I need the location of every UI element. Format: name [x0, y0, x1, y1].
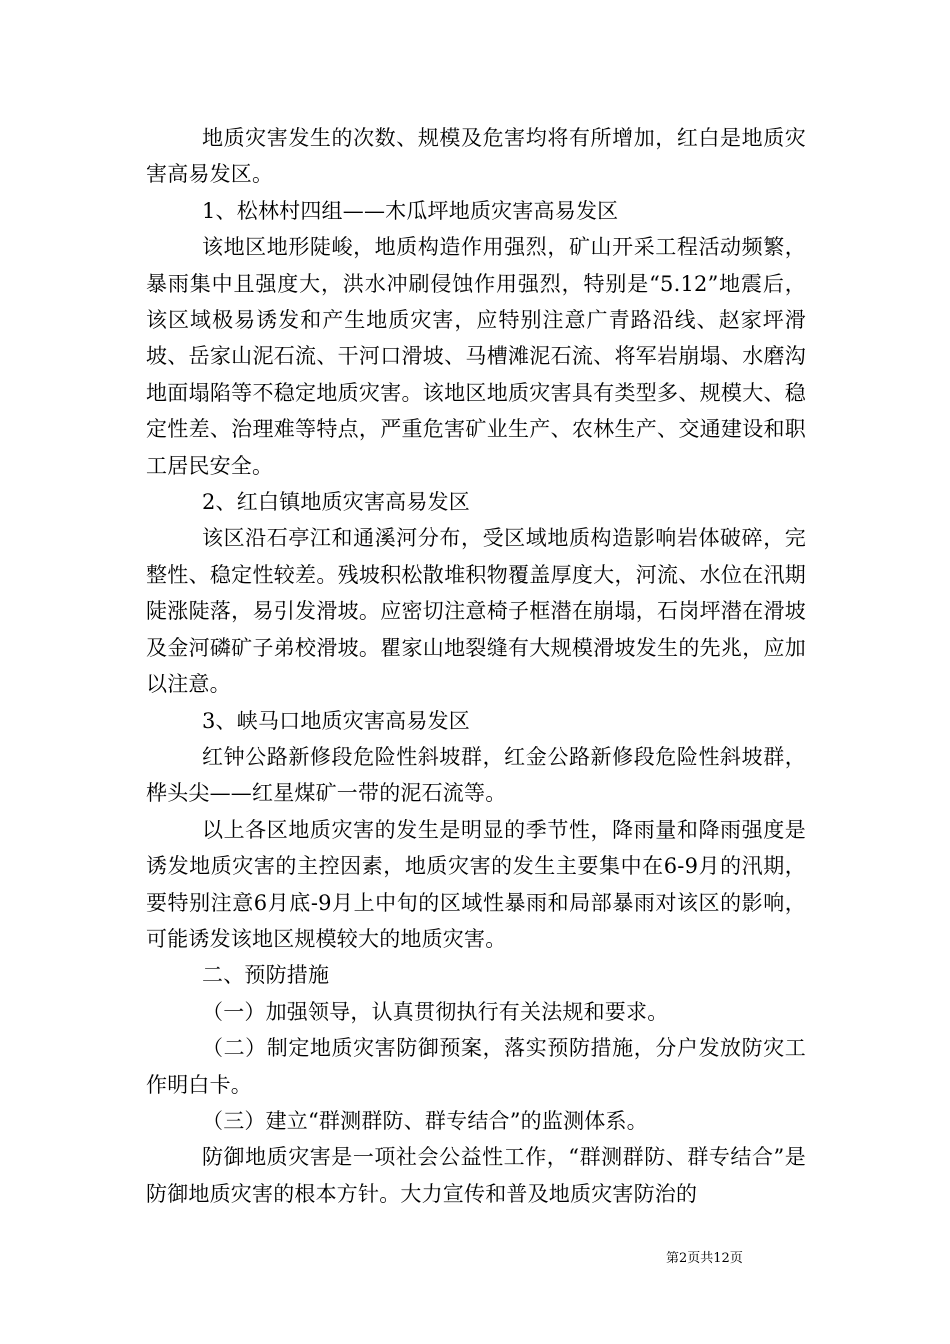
page-number-footer: 第2页共12页	[666, 1251, 743, 1266]
heading-hongbai-area: 2、红白镇地质灾害高易发区	[202, 490, 470, 515]
heading-songlin-area: 1、松林村四组——木瓜坪地质灾害高易发区	[202, 198, 619, 223]
paragraph-disaster-increase: 地质灾害发生的次数、规模及危害均将有所增加，红白是地质灾害高易发区。	[146, 126, 806, 187]
paragraph-seasonality: 以上各区地质灾害的发生是明显的季节性，降雨量和降雨强度是诱发地质灾害的主控因素，地质灾害的发生主要集中在6-9月的汛期，要特别注意6月底-9月上中旬的区域性暴雨和局部暴雨对该区的影响，可能诱发该地区规模较大的地质灾害。	[146, 817, 806, 951]
paragraph-hongbai-description: 该区沿石亭江和通溪河分布，受区域地质构造影响岩体破碎，完整性、稳定性较差。残坡积松散堆积物覆盖厚度大，河流、水位在汛期陡涨陡落，易引发滑坡。应密切注意椅子框潜在崩塌，石岗坪潜在滑坡及金河磷矿子弟校滑坡。瞿家山地裂缝有大规模滑坡发生的先兆，应加以注意。	[146, 526, 806, 697]
document-body	[146, 120, 806, 1212]
paragraph-xiamakou-description: 红钟公路新修段危险性斜坡群，红金公路新修段危险性斜坡群，桦头尖——红星煤矿一带的泥石流等。	[146, 744, 806, 806]
item-monitoring-system: （三）建立“群测群防、群专结合”的监测体系。	[202, 1108, 648, 1133]
heading-prevention-measures: 二、预防措施	[202, 963, 330, 988]
item-strengthen-leadership: （一）加强领导，认真贯彻执行有关法规和要求。	[202, 999, 669, 1024]
paragraph-songlin-description: 该地区地形陡峻，地质构造作用强烈，矿山开采工程活动频繁，暴雨集中且强度大，洪水冲刷侵蚀作用强烈，特别是“5.12”地震后，该区域极易诱发和产生地质灾害，应特别注意广青路沿线、赵家坪滑坡、岳家山泥石流、干河口滑坡、马槽滩泥石流、将军岩崩塌、水磨沟地面塌陷等不稳定地质灾害。该地区地质灾害具有类型多、规模大、稳定性差、治理难等特点，严重危害矿业生产、农林生产、交通建设和职工居民安全。	[146, 235, 806, 478]
paragraph-public-welfare: 防御地质灾害是一项社会公益性工作，“群测群防、群专结合”是防御地质灾害的根本方针。大力宣传和普及地质灾害防治的	[146, 1145, 806, 1206]
heading-xiamakou-area: 3、峡马口地质灾害高易发区	[202, 708, 470, 733]
item-defense-plan: （二）制定地质灾害防御预案，落实预防措施，分户发放防灾工作明白卡。	[146, 1036, 806, 1097]
